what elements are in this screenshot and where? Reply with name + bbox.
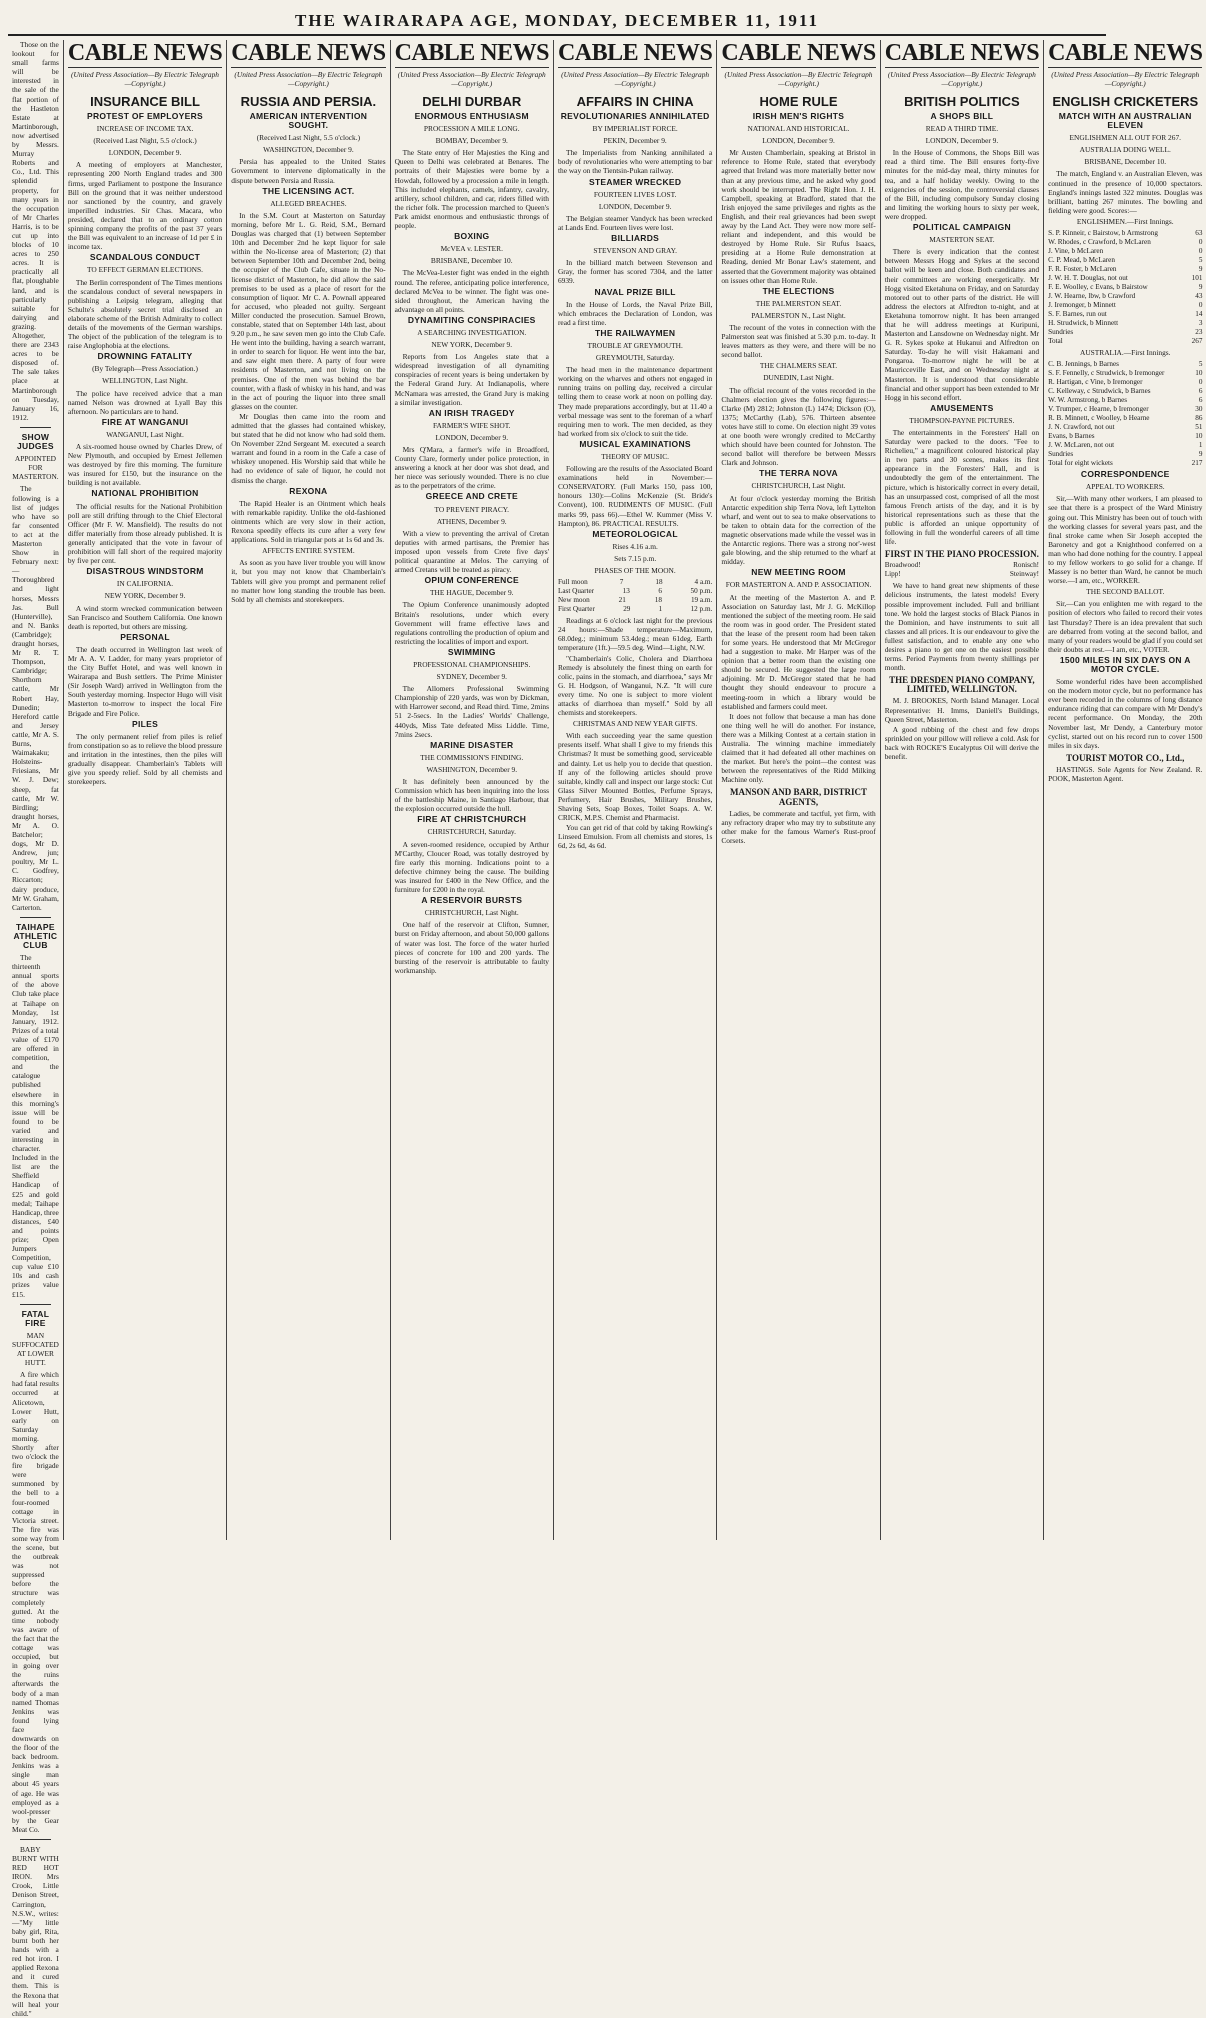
article-text: With a view to preventing the arrival of Cretan deputies with armed partisans, the Premier has imposed upon vessels from Crete five days' political quarantine at Melos. The carrying of armed Cretans will be treated as piracy. [394, 528, 549, 575]
letter-text: Sir,—Can you enlighten me with regard to the position of electors who failed to record their votes last Thursday? There is an idea prevalent that such are debarred from voting at the second ballot, and many of your readers would be glad if you could set their doubts at rest.—I am, etc., VOTER. [1048, 599, 1203, 654]
headline: CORRESPONDENCE [1080, 469, 1170, 480]
article-text: The Belgian steamer Vandyck has been wrecked at Lands End. Fourteen lives were lost. [557, 213, 713, 232]
dateline: LONDON, December 9. [598, 201, 672, 211]
table-row: V. Trumper, c Hearne, b Iremonger 30 [1048, 405, 1203, 414]
subheadline: READ A THIRD TIME. [925, 124, 999, 134]
subheadline: AUSTRALIA DOING WELL. [1079, 145, 1171, 155]
article-text: The Rapid Healer is an Ointment which heals with remarkable rapidity. Unlike the old-fashioned ointments which are very slow in their action, Rexona speedily effects its cure after a very few applications. Sold in triangular pots at 1s 6d and 3s. [231, 498, 386, 545]
press-credit: (United Press Association—By Electric Telegraph—Copyright.) [1051, 70, 1200, 88]
subheadline: PROFESSIONAL CHAMPIONSHIPS. [413, 659, 531, 669]
article-text: The Allomers Professional Swimming Championship of 220 yards, was won by Dickman, with Harrower second, and Read third. Time, 2mins 51 2-5secs. In the Ladies' Worlds' Challenge, 440yds, Miss Tate defeated Miss Liddle. Time, 7mins 2secs. [394, 684, 549, 739]
dateline: BRISBANE, December 10. [430, 256, 513, 266]
headline: TAIHAPE ATHLETIC CLUB [13, 921, 58, 950]
article-text: The match, England v. an Australian Eleven, was continued in the presence of 10,000 spectators. England's innings lasted 322 minutes. Douglas was brilliant, batting 267 minutes. The bowling and fielding were good. Scores:— [1048, 169, 1203, 215]
subheadline: ALLEGED BREACHES. [270, 198, 347, 208]
dateline: SYDNEY, December 9. [436, 672, 507, 682]
article-text: The head men in the maintenance department working on the wharves and others not engaged in running trains on polling day, received a circular telling them to cease work at noon on polling day. They made preparations accordingly, but at 11.40 a verbal message was sent to the foreman of a wharf requiring men to work. The men decided, as they had worked from six o'clock to suit the tide. [557, 365, 713, 438]
advertisement-text: BABY BURNT WITH RED HOT IRON. Mrs Crook, Little Denison Street, Carrington, N.S.W., writes:—"My little baby girl, Rita, burnt both her hands with a red hot iron. I applied Rexona and it cured them. This is the Rexona that will heal your child." [12, 1845, 59, 2018]
column-1 [8, 40, 64, 2018]
headline: PILES [131, 718, 159, 729]
dateline: LONDON, December 9. [108, 148, 182, 158]
column-2 [64, 40, 227, 1540]
dateline: ATHENS, December 9. [436, 516, 507, 526]
article-text: In the S.M. Court at Masterton on Saturday morning, before Mr L. G. Reid, S.M., Bernard Douglas was charged that (1) between September 10th and December 2nd he kept liquor for sale within the No-license area of Masterton; (2) that between September 10th and December 2nd, being the occupier of the Club Cafe, situate in the No-license district of Masterton, he did allow the said premises to be used as a place of resort for the consumption of liquor. Mr C. A. Pownall appeared for accused, who pleaded not guilty. Sergeant Miller conducted the prosecution. Samuel Brown, constable, stated that on September 14th last, about 9.20 p.m., he saw seven men go into the Club Cafe. He went into the building, having a search warrant, in order to search for liquor. He went into the bar, and saw eight men there. A party of four were residents of Masterton, and not living on the premises. One of the men was behind the bar counter, with a flask of whisky in his hand, and was in the act of pouring the liquor into three small glasses on the counter. [231, 210, 386, 411]
article-text: At the meeting of the Masterton A. and P. Association on Saturday last, Mr J. G. McKillop mentioned the subject of the meeting room. He said the room was in good order. The President stated that the lease of the present room had been taken for some years. He understood that Mr McGregor had a suggestion to make. Mr Harper was of the opinion that a better room than the existing one should be secured. He suggested the large room adjoining. Mr D. McGregor stated that he had thought they should endeavour to procure a meeting-room in which a library would be established and farmers could meet. [721, 592, 876, 711]
article-text: At four o'clock yesterday morning the British Antarctic expedition ship Terra Nova, left Lyttelton wharf, and went out to sea to make observations to be taken to obtain data for the correction of the magnetic observations made while the vessel was in the Antarctic regions. There was a strong nor'-west gale blowing, and the ship returned to the wharf at midday. [721, 493, 876, 567]
column-7 [881, 40, 1044, 1540]
article-text: There is every indication that the contest between Messrs Hogg and Sykes at the second ballot will be keen and close. Both candidates and their committees are working energetically. Mr Hogg visited Eketahuna on Friday, and on Saturday motored out to other parts of the district. He will address the electors at Alfredton to-night, and at Eketahuna tomorrow night. It has been arranged that he will address meetings at Kuripuni, Masterton and Lansdowne on Wednesday night. Mr G. R. Sykes spoke at Hukanui and Alfredton on Saturday. To-day he will visit Hakamani and Pongaroa. To-morrow night he will be at Mauricceville East, and on Wednesday night at Masterton. It is understood that considerable financial and other support has been extended to Mr Hogg in his second effort. [884, 247, 1040, 402]
england-scorecard [1048, 229, 1202, 346]
dateline: WANGANUI, Last Night. [106, 429, 184, 439]
article-text: The following is a list of judges who have so far consented to act at the Masterton Show in February next:—Thoroughbred and light horses, Messrs Jas. Bull (Hunterville), and N. Banks (Cambridge); draught horses, Mr R. T. Thompson, Cambridge; Shorthorn cattle, Mr Robert Hay, Dunedin; Hereford cattle and Jersey cattle, Mr A. S. Burns, Waimakaku; Holsteins-Friesians, Mr W. J. Dew; sheep, fat cattle, Mr W. Birdling; draught horses, Mr A. O. Batchelor; dogs, Mr D. Andrew, jun; poultry, Mr L. C. Godfrey, Riccarton; dairy produce, Mr W. Graham, Carterton. [12, 484, 59, 912]
headline: BOXING [454, 231, 490, 242]
subheadline: FARMER'S WIFE SHOT. [433, 420, 511, 430]
article-text: The police have received advice that a man named Nelson was drowned at Lyall Bay this afternoon. No particulars are to hand. [67, 388, 223, 416]
table-row: C. B. Jennings, b Barnes 5 [1048, 360, 1203, 369]
subheadline: THE PALMERSTON SEAT. [755, 298, 842, 308]
dateline: LONDON, December 9. [925, 136, 999, 146]
subheadline: FOURTEEN LIVES LOST. [593, 189, 677, 199]
subheadline: MATCH WITH AN AUSTRALIAN ELEVEN [1058, 111, 1192, 131]
headline: THE ELECTIONS [762, 285, 835, 296]
subheadline: ENGLISHMEN ALL OUT FOR 267. [1069, 133, 1181, 143]
table-row: J. Iremonger, b Minnett 0 [1048, 301, 1203, 310]
subheadline: THE SECOND BALLOT. [1086, 587, 1165, 597]
article-text: The recount of the votes in connection with the Palmerston seat was finished at 5.30 p.m. to-day. It leaves matters as they were, and there will be no second ballot. [721, 322, 876, 360]
table-row: Broadwood! Ronisch! [884, 561, 1040, 570]
dateline: PEKIN, December 9. [603, 136, 667, 146]
cable-news-banner: CABLE NEWS [231, 40, 386, 66]
subheadline: TO EFFECT GERMAN ELECTIONS. [87, 265, 203, 275]
subheadline: REVOLUTIONARIES ANNIHILATED [560, 111, 710, 121]
headline: SWIMMING [447, 646, 496, 657]
subheadline: PHASES OF THE MOON. [594, 566, 676, 576]
column-8 [1044, 40, 1206, 1540]
column-3 [227, 40, 390, 1540]
headline: PERSONAL [120, 631, 170, 642]
dateline: LONDON, December 9. [435, 432, 509, 442]
advertisement-title: MANSON AND BARR, DISTRICT AGENTS, [730, 787, 868, 807]
cable-news-banner: CABLE NEWS [884, 40, 1040, 66]
advertisement-title: FIRST IN THE PIANO PROCESSION. [884, 549, 1039, 560]
headline: HOME RULE [759, 94, 838, 109]
headline: FIRE AT CHRISTCHURCH [417, 814, 527, 825]
article-text: One half of the reservoir at Clifton, Sumner, burst on Friday afternoon, and about 50,000 gallons of water was lost. The force of the water hurled pieces of concrete for 100 and 200 yards. The bursting of the reservoir is attributable to faulty workmanship. [394, 920, 549, 975]
article-text: A six-roomed house owned by Charles Drew, of New Plymouth, and occupied by Ernest Jellemen was destroyed by fire this morning. The furniture was insured for £150, but the insurance on the building is not available. [67, 442, 223, 488]
subheadline: IRISH MEN'S RIGHTS [752, 111, 845, 121]
divider [20, 1304, 51, 1305]
received-line: (Received Last Night, 5.5 o'clock.) [93, 136, 197, 146]
article-text: In the House of Lords, the Naval Prize Bill, which embraces the Declaration of London, was read a first time. [557, 299, 713, 327]
advertisement-text: A good rubbing of the chest and few drops sprinkled on your pillow will relieve a cold. Ask for back with ROCKE'S Eucalyptus Oil will derive the benefit. [884, 724, 1040, 761]
column-5 [554, 40, 717, 1540]
cable-news-banner: CABLE NEWS [557, 40, 713, 66]
headline: A RESERVOIR BURSTS [421, 895, 523, 906]
subheadline: ENORMOUS ENTHUSIASM [414, 111, 529, 121]
article-text: In the billiard match between Stevenson and Gray, the former has scored 7304, and the latter 6939. [557, 258, 713, 286]
subheadline: TROUBLE AT GREYMOUTH. [587, 340, 683, 350]
subheadline: THOMPSON-PAYNE PICTURES. [909, 415, 1015, 425]
subheadline: PROTEST OF EMPLOYERS [86, 111, 204, 121]
dateline: BRISBANE, December 10. [1084, 157, 1167, 167]
masthead: THE WAIRARAPA AGE, MONDAY, DECEMBER 11, 1911 [8, 8, 1106, 36]
article-text: The official recount of the votes recorded in the Chalmers election gives the following figures:—Clarke (M) 2812; Johnston (L) 1474; Dickson (O), 1375; McCarthy (Lab), 576. Thirteen absentee votes have still to come. On election night 39 votes at one booth were wrongly credited to McCarthy which should have been counted for Johnston. The second ballot will therefore be between Messrs Clark and Johnson. [721, 385, 876, 468]
subheadline: NATIONAL AND HISTORICAL. [747, 124, 850, 134]
table-row: J. W. H. T. Douglas, not out 101 [1048, 274, 1203, 283]
dateline: WASHINGTON, December 9. [263, 145, 354, 155]
subheadline: AMERICAN INTERVENTION SOUGHT. [249, 111, 368, 131]
article-text: The official results for the National Prohibition poll are still drifting through to the Chief Electoral Officer (Mr F. W. Mansfield). The results do not differ materially from those already published. It is generally anticipated that the vote in favour of prohibition will fall short of the required majority by five per cent. [67, 501, 223, 566]
subheadline: THE COMMISSION'S FINDING. [420, 752, 524, 762]
subheadline: McVEA v. LESTER. [440, 244, 503, 254]
press-credit: (United Press Association—By Electric Telegraph—Copyright.) [561, 70, 710, 88]
table-row: Last Quarter 13 6 50 p.m. [557, 587, 713, 596]
subheadline: AFFECTS ENTIRE SYSTEM. [262, 546, 355, 556]
dateline: NEW YORK, December 9. [431, 340, 513, 350]
article-text: Those on the lookout for small farms will be interested in the sale of the flat portion of the Hastleton Estate at Martinborough, now advertised by Messrs. Murray Roberts and Co., Ltd. This splendid property, for many years in the occupation of Mr Charles Harris, is to be cut up into blocks of 10 acres to 250 acres. It is practically all flat, ploughable land, and is particularly suitable for dairying and grazing. Altogether, there are 2343 acres to be disposed of. The sale takes place at Martinborough on Tuesday, January 16, 1912. [12, 40, 59, 422]
article-text: A wind storm wrecked communication between San Francisco and Southern California. One known death is reported, but others are missing. [67, 603, 223, 631]
cable-news-banner: CABLE NEWS [67, 40, 223, 66]
headline: DYNAMITING CONSPIRACIES [407, 314, 536, 325]
subheadline: THEORY OF MUSIC. [601, 452, 669, 461]
sunrise: Rises 4.16 a.m. [612, 541, 658, 551]
article-text: Mr Douglas then came into the room and admitted that the glasses had contained whiskey, but stated that he did not know who had sold them. On November 22nd Sergeant M. executed a search warrant and found in a room in the Cafe a case of whiskey unopened. His Worship said that while he had no evidence of sale of liquor, he could not dismiss the charge. [231, 411, 386, 485]
advertisement-text: With each succeeding year the same question presents itself. What shall I give to my friends this Christmas? It must be something good, serviceable and dainty. Let us help you to decide that question. If any of the following articles should prove suitable, kindly call and inspect our large stock: Cut Glass Silver Mounted Bottles, Perfume Sprays, Perfumery, Hair Brushes, Military Brushes, Shaving Sets, Soap Boxes, Toilet Soaps. A. W. CRICK, M.P.S. Chemist and Pharmacist. [557, 731, 713, 823]
table-row: C. P. Mead, b McLaren 5 [1048, 256, 1203, 265]
headline: BILLIARDS [611, 233, 660, 244]
sunset: Sets 7.15 p.m. [614, 553, 657, 563]
moon-phases-table [558, 578, 712, 614]
column-4 [391, 40, 554, 1540]
headline: SHOW JUDGES [17, 431, 54, 452]
advertisement-text: HASTINGS. Sole Agents for New Zealand. R. POOK, Masterton Agent. [1048, 764, 1203, 784]
article-text: The Imperialists from Nanking annihilated a body of revolutionaries who were attempting to bar the way on the Tientsin-Pukan railway. [557, 148, 713, 176]
table-row: F. E. Woolley, c Evans, b Bairstow 9 [1048, 283, 1203, 292]
divider [20, 1839, 51, 1840]
article-text: Readings at 6 o'clock last night for the previous 24 hours:—Shade temperature—Maximum, 68.0deg.; minimum 53.4deg.; mean 61deg. Earth temperature (1ft.)—59.5 deg. Wind—Light, N.W. [557, 616, 713, 653]
subheadline: ENGLISHMEN.—First Innings. [1076, 216, 1174, 226]
headline: AN IRISH TRAGEDY [428, 407, 515, 418]
subheadline: A SHOPS BILL [930, 111, 994, 121]
dateline: LONDON, December 9. [762, 136, 835, 146]
letter-text: Sir,—With many other workers, I am pleased to see that there is a prospect of the Ward Ministry going out. This Ministry has been out of touch with the working classes for several years past, and the final stroke came when Sir Joseph accepted the Baronetcy and got a Knighthood conferred on a man who had done nothing for the country. I appeal to my fellow workers to go solid for a change. If Massey is no better than Ward, he cannot be much worse.—I am, etc., WORKER. [1048, 494, 1203, 586]
dateline: DUNEDIN, Last Night. [763, 373, 834, 383]
dateline: PALMERSTON N., Last Night. [751, 310, 846, 320]
article-text: The only permanent relief from piles is relief from constipation so as to relieve the blood pressure and irritation in the intestines, then the piles will gradually disappear. Chamberlain's Tablets will give you speedy relief. Sold by all chemists and storekeepers. [67, 731, 223, 787]
subheadline: INCREASE OF INCOME TAX. [96, 124, 194, 134]
headline: NEW MEETING ROOM [751, 567, 846, 578]
article-text: The death occurred in Wellington last week of Mr A. A. V. Ladder, for many years proprietor of the City Buffet Hotel, and was well known in Wairarapa and Bush settlers. The Prime Minister (Sir Joseph Ward) arrived in Wellington from the South yesterday morning. Inspector Hugo will visit Masterton to-morrow to inspect the local Fire Brigade and Fire Police. [67, 644, 223, 718]
subheadline: PROCESSION A MILE LONG. [423, 124, 520, 134]
table-row: R. B. Minnett, c Woolley, b Hearne 86 [1048, 414, 1203, 423]
article-text: In the House of Commons, the Shops Bill was read a third time. The Bill ensures forty-five minutes for the mid-day meal, thirty minutes for tea, and a half holiday weekly. Owing to the exigencies of the session, the controversial clauses of the Bill, including compulsory Sunday closing and limiting the working hours to sixty per week, were dropped. [884, 148, 1040, 221]
divider [20, 427, 51, 428]
table-row: Evans, b Barnes 10 [1048, 432, 1203, 441]
dateline: THE HAGUE, December 9. [430, 588, 514, 598]
headline: INSURANCE BILL [90, 94, 200, 109]
table-row: S. P. Kinneir, c Bairstow, b Armstrong 63 [1048, 229, 1203, 238]
headline: FIRE AT WANGANUI [101, 416, 189, 427]
article-text: Mr Austen Chamberlain, speaking at Bristol in reference to Home Rule, stated that everybody agreed that Ireland was more materially better now than at any previous time, and he asked why good work should be interrupted. The Right Hon. J. H. Campbell, speaking at Bradford, stated that the Irish enjoyed the same privileges and rights as the English, and their real grievances had been swept away by the Land Act. They were now more self-reliant and independent, and this would be destroyed by Home Rule. Sir Rufus Isaacs, presiding at a Home Rule demonstration at Reading, denied Mr Bonar Law's statement, and asserted that the Government majority was obtained on issues other than Home Rule. [721, 148, 876, 285]
press-credit: (United Press Association—By Electric Telegraph—Copyright.) [397, 70, 546, 88]
headline: THE RAILWAYMEN [594, 327, 676, 338]
advertisement-text: M. J. BROOKES, North Island Manager. Local Representative: H. Imms, Daniell's Buildings, Queen Street, Masterton. [884, 696, 1040, 724]
headline: 1500 MILES IN SIX DAYS ON A MOTOR CYCLE. [1059, 654, 1191, 674]
advertisement-text: Ladies, be commerate and tactful, yet firm, with any refractory draper who may try to substitute any other make for the famous Warner's Rust-proof Corsets. [721, 808, 876, 845]
dateline: NEW YORK, December 9. [104, 591, 186, 601]
advertisement-text: We have to hand great new shipments of these delicious instruments, the latest models! Every possible improvement included. Full and brilliant tone. We hold the largest stocks of Black Pianos in the Dominion, and have instruments to suit all classes and all prices. It is our endeavour to give the fullest satisfaction, and to enable any one who desires a piano to get one on the easiest possible terms. Period Payments from twenty shillings per month. [884, 581, 1040, 673]
article-text: The Berlin correspondent of The Times mentions the scandalous conduct of several newspapers in publishing a Leipsig telegram, alleging that Schulte's absolutely secret trial disclosed an elaborate scheme of the British Admiralty to collect details of the movements of the German warships. The object of the publication of the telegram is to raise Anglophobia at the elections. [67, 277, 223, 351]
table-row: S. F. Fennelly, c Strudwick, b Iremonger 10 [1048, 369, 1203, 378]
table-row: J. Vine, b McLaren 0 [1048, 247, 1203, 256]
table-row: Sundries 23 [1048, 328, 1203, 337]
headline: SCANDALOUS CONDUCT [89, 252, 201, 263]
headline: GREECE AND CRETE [425, 491, 518, 502]
table-row: J. N. Crawford, not out 51 [1048, 423, 1203, 432]
headline: STEAMER WRECKED [588, 176, 682, 187]
article-text: It has definitely been announced by the Commission which has been inquiring into the loss of the battleship Maine, in Santiago Harbour, that the explosion occurred outside the hull. [394, 777, 549, 814]
table-row: W. W. Armstrong, b Barnes 6 [1048, 396, 1203, 405]
headline: RUSSIA AND PERSIA. [240, 94, 377, 109]
article-text: The entertainments in the Foresters' Hall on Saturday were packed to the doors. "Fee to Richelieu," a magnificent coloured historical play in two parts and 30 scenes, makes its first appearance in the Foresters' Hall, and is undoubtedly the gem of the entertainment. The picture, which is historically correct in every detail, has an unsurpassed cost, comprised of all the most famous French artists of the day, and it is by historical representations such as these that the public is afforded an unique opportunity of following in full the wonderful careers of all time life. [884, 428, 1040, 547]
dateline: CHRISTCHURCH, Last Night. [751, 481, 846, 491]
article-text: Reports from Los Angeles state that a widespread investigation of all dynamiting conspiracies of recent years is being undertaken by the Federal Grand Jury. At Indianapolis, where McNamara was arrested, the Grand Jury is making a similar investigation. [394, 352, 549, 407]
table-row: J. W. McLaren, not out 1 [1048, 441, 1203, 450]
table-row: First Quarter 29 1 12 p.m. [557, 605, 713, 614]
subheadline: TO PREVENT PIRACY. [434, 504, 510, 514]
headline: OPIUM CONFERENCE [424, 575, 520, 586]
article-text: Some wonderful rides have been accomplished on the modern motor cycle, but no performance has ever been recorded in the columns of long distance endurance riding that can compare with Mr Dendy's recent performance. On Monday, the 20th November last, Mr Dendy, a Canterbury motor cyclist, started out on his record run to cover 1500 miles in six days. [1048, 677, 1203, 750]
article-text: A seven-roomed residence, occupied by Arthur M'Carthy, Cloucer Road, was totally destroyed by fire early this morning. Indications point to a defective chimney being the cause. The building was insured for £400 in the New Office, and the furniture for £200 in the royal. [394, 839, 549, 895]
headline: DROWNING FATALITY [97, 351, 193, 362]
advertisement-text: "Chamberlain's Colic, Cholera and Diarrhoea Remedy is absolutely the finest thing on earth for colic, pains in the stomach, and diarrhoea," says Mr G. H. Hodgson, of Wanganui, N.Z. "It will cure every time. No one is subject to more violent attacks of diarrhoea than myself." Sold by all chemists and storekeepers. [557, 653, 713, 718]
dateline: WELLINGTON, Last Night. [102, 376, 188, 386]
subheadline: MAN SUFFOCATED AT LOWER HUTT. [12, 1330, 59, 1368]
table-row: J. W. Hearne, lbw, b Crawford 43 [1048, 292, 1203, 301]
table-row: R. Hartigan, c Vine, b Iremonger 0 [1048, 378, 1203, 387]
subheadline: STEVENSON AND GRAY. [593, 246, 677, 256]
table-row: Total for eight wickets 217 [1048, 459, 1203, 468]
subheadline: BY IMPERIALIST FORCE. [592, 124, 678, 134]
press-credit: (United Press Association—By Electric Telegraph—Copyright.) [71, 70, 219, 88]
headline: FATAL FIRE [21, 1308, 50, 1328]
headline: DELHI DURBAR [422, 94, 522, 109]
advertisement-text: It does not follow that because a man has done one thing well he will do another. For instance, there was a Milking Contest at a certain station in Australia. The winning machine immediately claimed that it had defeated all other machines on the market. But here's the point—the contest was between the representatives of the Ridd Milking Machine only. [721, 711, 876, 785]
subheadline: A SEARCHING INVESTIGATION. [417, 327, 527, 337]
table-row: Total 267 [1048, 337, 1203, 346]
subheadline: FOR MASTERTON A. AND P. ASSOCIATION. [725, 580, 872, 590]
dateline: CHRISTCHURCH, Saturday. [427, 827, 516, 837]
headline: MUSICAL EXAMINATIONS [579, 438, 691, 449]
table-row: Lipp! Steinway! [884, 570, 1040, 579]
article-text: As soon as you have liver trouble you will know it, but you may not know that Chamberlain's Tablets will give you prompt and permanent relief no matter how long standing the trouble has been. Sold by all chemists and storekeepers. [231, 558, 386, 604]
subheadline: THE CHALMERS SEAT. [759, 361, 838, 371]
headline: NAVAL PRIZE BILL [594, 286, 676, 297]
table-row: Sundries 9 [1048, 450, 1203, 459]
headline: NATIONAL PROHIBITION [91, 488, 199, 499]
advertisement-title: TOURIST MOTOR CO., Ltd., [1066, 752, 1185, 763]
article-text: The Opium Conference unanimously adopted Britain's resolutions, under which every Government will frame effective laws and regulations controlling the production of opium and restricting the localities of import and export. [394, 600, 549, 646]
dateline: GREYMOUTH, Saturday. [595, 353, 675, 363]
subheadline: MASTERTON SEAT. [929, 235, 995, 245]
subheadline: IN CALIFORNIA. [116, 579, 174, 589]
table-row: H. Strudwick, b Minnett 3 [1048, 319, 1203, 328]
press-credit: (United Press Association—By Electric Telegraph—Copyright.) [724, 70, 873, 88]
press-credit: (United Press Association—By Electric Telegraph—Copyright.) [234, 70, 383, 88]
headline: MARINE DISASTER [430, 739, 514, 750]
article-text: Mrs Q'Mara, a farmer's wife in Broadford, County Clare, formerly under police protection, in answering a knock at her door was shot dead, and her niece was seriously wounded. There is no clue as to the perpetrators of the crime. [394, 445, 549, 491]
press-credit: (United Press Association—By Electric Telegraph—Copyright.) [887, 70, 1036, 88]
subheadline: CHRISTMAS AND NEW YEAR GIFTS. [573, 719, 698, 729]
column-6 [717, 40, 880, 1540]
dateline: BOMBAY, December 9. [435, 136, 508, 146]
headline: POLITICAL CAMPAIGN [912, 222, 1011, 233]
cable-news-banner: CABLE NEWS [721, 40, 876, 66]
article-text: A meeting of employers at Manchester, representing 200 North England trades and 300 firms, urged Parliament to postpone the Insurance Bill on the ground that it was neither understood nor sanctioned by the country, and gravely imperilled industries. Sir Chas. Macara, who presided, declared that to an ordinary cotton spinning company the profits of the past 37 years the Bill was equivalent to an increase of 1d per £ in income tax. [67, 160, 223, 252]
headline: AFFAIRS IN CHINA [576, 94, 694, 109]
article-text: The McVea-Lester fight was ended in the eighth round. The referee, anticipating police interference, declared McVea to be winner. The fight was one-sided throughout, the American having the advantage on all points. [394, 268, 549, 314]
headline: THE LICENSING ACT. [262, 185, 355, 196]
subheadline: APPEAL TO WORKERS. [1085, 482, 1165, 492]
table-row: W. Rhodes, c Crawford, b McLaren 0 [1048, 238, 1203, 247]
table-row: S. F. Barnes, run out 14 [1048, 310, 1203, 319]
divider [20, 917, 51, 918]
headline: ENGLISH CRICKETERS [1052, 94, 1199, 109]
subheadline: AUSTRALIA.—First Innings. [1079, 348, 1171, 358]
article-text: Persia has appealed to the United States Government to intervene diplomatically in the dispute between Persia and Russia. [231, 157, 386, 185]
headline: BRITISH POLITICS [904, 94, 1020, 109]
article-text: The thirteenth annual sports of the above Club take place at Taihape on Monday, 1st January, 1912. Prizes of a total value of £170 are offered in competition, and the catalogue published elsewhere in this morning's issue will be found to be varied and interesting in character. Included in the list are the Sheffield Handicap of £25 and gold medal; Taihape Handicap, three distances, £40 and points prize; Open Jumpers Competition, cup value £10 10s and cash prizes value £15. [12, 953, 59, 1299]
table-row: C. Kelleway, c Strudwick, b Barnes 6 [1048, 387, 1203, 396]
headline: AMUSEMENTS [930, 402, 994, 413]
subheadline: APPOINTED FOR MASTERTON. [12, 454, 59, 482]
article-text: The State entry of Her Majesties the King and Queen to Delhi was celebrated at Benares. The portraits of their Majesties were borne by a Howdah, followed by a procession a mile in length. This included elephants, camels, infantry, cavalry, artillery, school children, and car, riders filled with the richer folk. The procession marched to Queen's Park amidst enormous and enthusiastic throngs of people. [394, 148, 549, 231]
headline: DISASTROUS WINDSTORM [86, 566, 204, 577]
article-text: Following are the results of the Associated Board examinations held in November:— CONSERVATORY. (Full Marks 150, pass 100, honours 130):—Colins McKenzie (St. Bride's Convent), 100. RUDIMENTS OF MUSIC. (Full marks 99, pass 66).—Ethel W. Kummer (Miss V. Hampton), 86. PRACTICAL RESULTS. [557, 464, 713, 528]
headline: METEOROLOGICAL [592, 528, 678, 539]
headline: REXONA [289, 485, 328, 496]
advertisement-text: You can get rid of that cold by taking Rowking's Linseed Emulsion. From all chemists and stores, 1s 6d, 2s 6d, 4s 6d. [557, 823, 713, 851]
table-row: F. R. Foster, b McLaren 9 [1048, 265, 1203, 274]
cable-news-banner: CABLE NEWS [394, 40, 549, 66]
australia-scorecard [1048, 360, 1202, 468]
columns [8, 40, 1203, 2018]
dateline: WASHINGTON, December 9. [426, 764, 518, 774]
headline: THE TERRA NOVA [759, 468, 838, 479]
piano-brands [885, 561, 1039, 579]
advertisement-title: THE DRESDEN PIANO COMPANY, LIMITED, WELLINGTON. [889, 675, 1035, 695]
cable-news-banner: CABLE NEWS [1048, 40, 1203, 66]
press-credit: (By Telegraph—Press Association.) [92, 364, 198, 374]
dateline: CHRISTCHURCH, Last Night. [424, 908, 519, 918]
table-row: New moon 21 18 19 a.m. [557, 596, 713, 605]
table-row: Full moon 7 18 4 a.m. [557, 578, 713, 587]
received-line: (Received Last Night, 5.5 o'clock.) [256, 133, 361, 143]
article-text: A fire which had fatal results occurred at Alicetown, Lower Hutt, early on Saturday morning. Shortly after two o'clock the fire brigade were summoned by the bell to a four-roomed cottage in Victoria street. The fire was some way from the scene, but the outbreak was not suppressed before the structure was completely gutted. At the time nobody was aware of the fact that the cottage was occupied, but in going over the ruins afterwards the body of a man named Thomas Jenkins was found lying face downwards on the floor of the back bedroom. Jenkins was a single man about 45 years of age. He was employed as a wool-presser by the Gear Meat Co. [12, 1370, 59, 1834]
